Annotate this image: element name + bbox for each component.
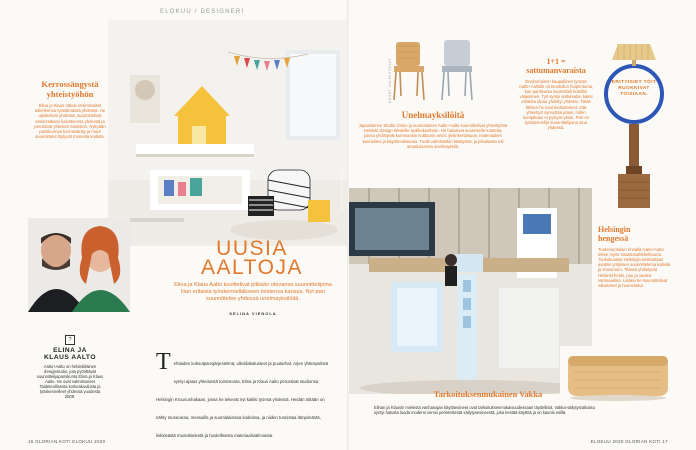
helsinki-text: Tuotemuotoilun rinnalla Aalto+Aalto tekee myös sisustusarkkitehtuuria. Toukokuussa Helsingin keskustaan avattiin yrityksen suunnittelema kahvila ja showroom. Tilassa yhdistyvät Helsinki-henki, puu ja vaalea värimaailma. Lisäksi he suunnittelivat valaisimet ja huonekalut. [598, 246, 671, 289]
intro-title: Kerrossängystä yhteistyöhön [41, 79, 99, 99]
chairs-section [358, 110, 508, 149]
intro-sidebar [34, 80, 106, 139]
vakka-box-photo [560, 346, 674, 404]
body-text: ehtaiden koksutpanojärjestelmä, ulkotilakalusteet ja puutarhat. Arjen yhteispelistä syntyi ajatus yhteisestä toimistosta. Elina ja Klaus Aalto perustivat studionsa Helsingin Kruununhakaan, jossa he tekevät nyt kaikki työnsä yhdessä. Heidän töitään on nähty museoissa, messuilla ja suomalaisissa kodeissa, ja niiden tunnistaa lämpimästä, leikkisästä muotokielestä ja huolellisesta materiaalivalinnasta. [156, 361, 328, 438]
helsinki-section [598, 226, 672, 288]
portrait-caption-name: ELINA JA KLAUS AALTO [44, 347, 96, 362]
drop-cap: T [156, 349, 171, 375]
left-folio: 16 GLORIAN KOTI ELOKUU 2020 [28, 439, 106, 444]
lamp-photo [598, 40, 670, 220]
store-photo [349, 188, 592, 394]
store-title: Tarkoituksenmukainen Vakka [433, 390, 543, 399]
photo-credit-right: KUVAT VALMISTAJAT [388, 58, 392, 104]
lamp-illustration [598, 40, 670, 220]
designers-portrait [28, 218, 130, 312]
right-folio: ELOKUU 2020 GLORIAN KOTI 17 [590, 439, 668, 444]
chairs-text: Japanilainen Studio Onion ja suomalainen Aalto+Aalto suunnittelivat yhteistyönä Helsinki Design Weekille tuolikokoelman. He halusivat suunnitella tuotteita, joissa yhdistyvät kummankin kulttuurin arvot: yksinkertaisuus, materiaalien kunnioitus ja käyttömukavuus. Tuolit valmistettiin käsityönä, ja jokaisesta tuli omanlaisensa unelmayksilö. [358, 123, 508, 149]
chairs-illustration [386, 28, 484, 104]
intro-text: Elina ja Klaus ottivat ensimmäiset askeleensa työelämässä yhdessä. He opiskelivat yhdessä, suunnittelivat ensimmäisen kalusteensa yhdessä ja perustivat yhteisen toimiston. Nykyään pariskunnan kerrossänky ja muut suunnittelut löytyvät monesta kodista. [34, 103, 106, 140]
portrait-caption-text: Aalto+Aalto on helsinkiläinen designstudio, jota pyörittävät suunnittelijapariskunta Elina ja Klaus Aalto. He ovat valmistuneet Taideteollisesta korkeakoulusta ja työskennelleet yhdessä vuodesta 2008. [36, 363, 104, 399]
collab-text: Ensimmäinen kaupallinen työnsä Aalto+Aallolle oli muotoilun huipentuma, kun pariskunta suunnitteli hotelliin valaisimen. Työ syntyi sattumalta: kaksi erilaista ideaa yhdistyi yhdeksi. Tästä lähtien he ovat tiedostaneet, että yhteistyö synnyttää jotain, mihin kumpikaan ei pystyisi yksin. Pari on työskennellyt suunnittelijoina aina yhdessä. [518, 78, 594, 131]
chairs-title: Unelmayksilöitä [401, 110, 465, 120]
body-column [156, 349, 336, 442]
store-interior-illustration [349, 188, 592, 394]
photo-credit-left: KUVA JUHO KOSKI [340, 170, 344, 211]
lamp-quote: ERITYISIET TÖIT RUOKKIVAT TOISIAAN. [611, 80, 657, 97]
portrait-caption [36, 335, 104, 399]
kids-room-photo [108, 20, 347, 246]
helsinki-title: Helsingin hengessä [598, 225, 631, 243]
chairs-photo [386, 28, 484, 104]
collab-title: 1+1 = sattumanvaraista [526, 57, 586, 75]
kids-room-illustration [108, 20, 347, 246]
vakka-box-illustration [560, 346, 674, 404]
byline: SELINA VIENOLA [229, 311, 277, 316]
collab-section [518, 58, 594, 131]
main-headline: UUSIA AALTOJA [201, 237, 303, 279]
store-text: Elinan ja Klausin mielestä vanhanajan käyttöesineet ovat tarkoituksenmukaisuudessaan täydellisiä. Vakka-säilytysratkaisu syntyi halusta luoda moderni versio perinteisestä säilytysesineestä, joka kestää käyttöä ja on kaunis esillä. [374, 404, 595, 415]
section-tag: ELOKUU / DESIGNERI [160, 9, 245, 15]
portrait-caption-marker: ? [65, 335, 75, 345]
lead-text: Elina ja Klaus Aalto kuvittelivat pitkään olevansa suunnittelijoina liian erilaisia työskennelläkseen toistensa kanssa. Nyt pari suunnittelee yhdessä unelmayksilöitä. [174, 282, 332, 302]
portrait-photo [28, 218, 130, 312]
